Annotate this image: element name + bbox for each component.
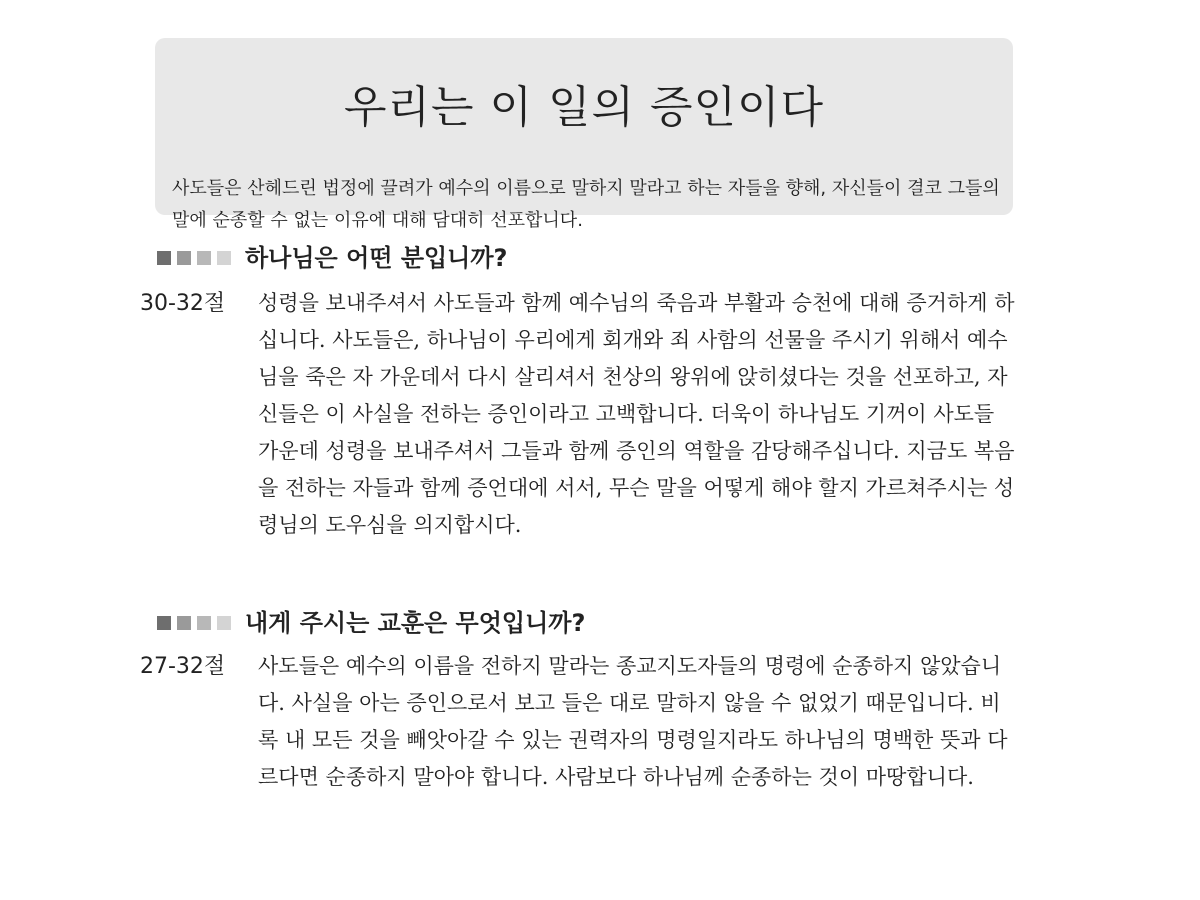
verse-reference: 27-32절 — [140, 654, 226, 679]
intro-text: 사도들은 산헤드린 법정에 끌려가 예수의 이름으로 말하지 말라고 하는 자들을 향해, 자신들이 결코 그들의 말에 순종할 수 없는 이유에 대해 담대히 선포합니다. — [172, 178, 1000, 231]
section-title: 내게 주시는 교훈은 무엇입니까? — [245, 609, 586, 637]
section-heading-2 — [157, 606, 585, 640]
verse-reference: 30-32절 — [140, 291, 226, 316]
square-bullets-icon — [157, 616, 231, 630]
section-body: 성령을 보내주셔서 사도들과 함께 예수님의 죽음과 부활과 승천에 대해 증거하게 하십니다. 사도들은, 하나님이 우리에게 회개와 죄 사함의 선물을 주시기 위해서 예수님을 죽은 자 가운데서 다시 살리셔서 천상의 왕위에 앉히셨다는 것을 선포하고, 자신들은 이 사실을 전하는 증인이라고 고백합니다. 더욱이 하나님도 기꺼이 사도들 가운데 성령을 보내주셔서 그들과 함께 증인의 역할을 감당해주십니다. 지금도 복음을 전하는 자들과 함께 증언대에 서서, 무슨 말을 어떻게 해야 할지 가르쳐주시는 성령님의 도우심을 의지합시다. — [258, 291, 1015, 537]
section-title: 하나님은 어떤 분입니까? — [245, 244, 508, 272]
square-bullets-icon — [157, 251, 231, 265]
section-body: 사도들은 예수의 이름을 전하지 말라는 종교지도자들의 명령에 순종하지 않았습니다. 사실을 아는 증인으로서 보고 들은 대로 말하지 않을 수 없었기 때문입니다. 비록 내 모든 것을 빼앗아갈 수 있는 권력자의 명령일지라도 하나님의 명백한 뜻과 다르다면 순종하지 말아야 합니다. 사람보다 하나님께 순종하는 것이 마땅합니다. — [258, 654, 1008, 789]
title-box — [155, 38, 1013, 231]
section-heading-1 — [157, 241, 507, 275]
page-title: 우리는 이 일의 증인이다 — [344, 82, 824, 133]
